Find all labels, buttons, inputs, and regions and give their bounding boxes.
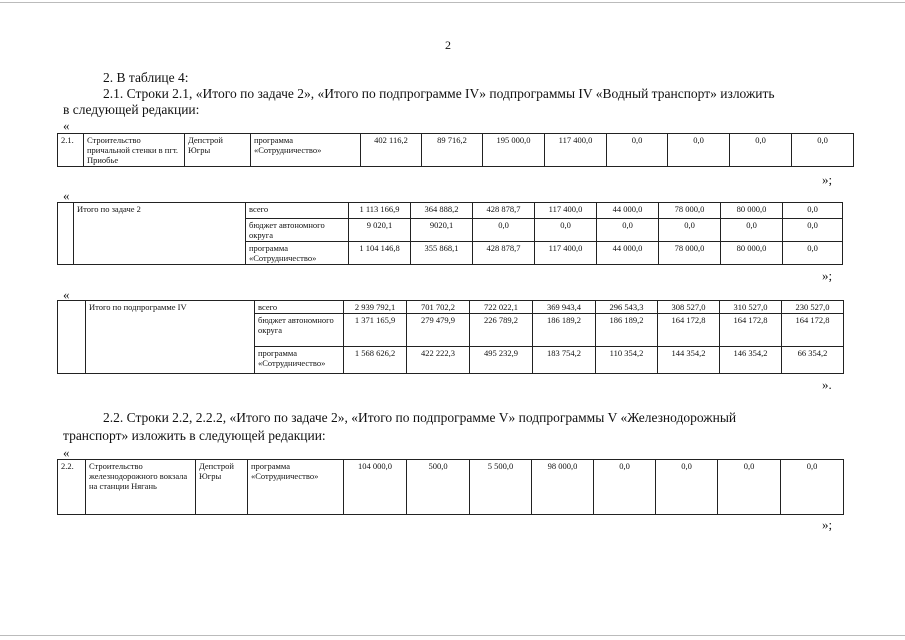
- empty-cell: [58, 301, 86, 374]
- object-name: Строительство причальной стенки в пгт. Приобье: [84, 134, 185, 167]
- value-cell: 0,0: [597, 219, 659, 242]
- open-quote: «: [63, 118, 70, 133]
- value-cell: 0,0: [535, 219, 597, 242]
- paragraph-2-1-line2: в следующей редакции:: [63, 102, 200, 117]
- value-cell: 0,0: [656, 460, 718, 515]
- close-quote-period: ».: [822, 377, 832, 392]
- value-cell: 701 702,2: [407, 301, 470, 314]
- value-cell: 369 943,4: [533, 301, 596, 314]
- value-cell: 722 022,1: [470, 301, 533, 314]
- funding-source: программа «Сотрудничество»: [251, 134, 361, 167]
- close-quote-semicolon: »;: [822, 517, 833, 532]
- value-cell: 164 172,8: [658, 314, 720, 347]
- scan-bottom-edge: [0, 635, 905, 636]
- value-cell: 9 020,1: [349, 219, 411, 242]
- value-cell: 0,0: [607, 134, 668, 167]
- total-label: Итого по задаче 2: [74, 203, 246, 265]
- value-cell: 0,0: [792, 134, 854, 167]
- value-cell: 0,0: [594, 460, 656, 515]
- value-cell: 89 716,2: [422, 134, 483, 167]
- funding-source: программа «Сотрудничество»: [246, 242, 349, 265]
- funding-source: программа «Сотрудничество»: [248, 460, 344, 515]
- value-cell: 80 000,0: [721, 242, 783, 265]
- value-cell: 98 000,0: [532, 460, 594, 515]
- paragraph-2-1-line1: 2.1. Строки 2.1, «Итого по задаче 2», «Итого по подпрограмме IV» подпрограммы IV «Водный транспорт» изложить: [103, 86, 775, 101]
- value-cell: 500,0: [407, 460, 470, 515]
- executor: Депстрой Югры: [185, 134, 251, 167]
- table-total-task-2: [57, 202, 843, 265]
- object-name: Строительство железнодорожного вокзала на станции Нягань: [86, 460, 196, 515]
- value-cell: 164 172,8: [720, 314, 782, 347]
- open-quote: «: [63, 445, 70, 460]
- open-quote: «: [63, 287, 70, 302]
- value-cell: 308 527,0: [658, 301, 720, 314]
- funding-source: бюджет автономного округа: [246, 219, 349, 242]
- value-cell: 186 189,2: [596, 314, 658, 347]
- value-cell: 117 400,0: [545, 134, 607, 167]
- value-cell: 428 878,7: [473, 242, 535, 265]
- value-cell: 117 400,0: [535, 242, 597, 265]
- funding-source: бюджет автономного округа: [255, 314, 344, 347]
- table-total-subprogram-4: [57, 300, 844, 374]
- value-cell: 104 000,0: [344, 460, 407, 515]
- funding-source: всего: [255, 301, 344, 314]
- value-cell: 0,0: [721, 219, 783, 242]
- value-cell: 0,0: [659, 219, 721, 242]
- value-cell: 1 104 146,8: [349, 242, 411, 265]
- close-quote-semicolon: »;: [822, 268, 833, 283]
- value-cell: 110 354,2: [596, 347, 658, 374]
- page-number: 2: [445, 38, 451, 52]
- table-row-2-2: [57, 459, 844, 515]
- value-cell: 66 354,2: [782, 347, 844, 374]
- total-label: Итого по подпрограмме IV: [86, 301, 255, 374]
- value-cell: 296 543,3: [596, 301, 658, 314]
- value-cell: 0,0: [718, 460, 781, 515]
- empty-cell: [58, 203, 74, 265]
- row-number: 2.2.: [58, 460, 86, 515]
- value-cell: 355 868,1: [411, 242, 473, 265]
- value-cell: 364 888,2: [411, 203, 473, 219]
- value-cell: 402 116,2: [361, 134, 422, 167]
- value-cell: 0,0: [783, 203, 843, 219]
- value-cell: 5 500,0: [470, 460, 532, 515]
- value-cell: 9020,1: [411, 219, 473, 242]
- value-cell: 1 371 165,9: [344, 314, 407, 347]
- table-row-2-1: [57, 133, 854, 167]
- funding-source: всего: [246, 203, 349, 219]
- value-cell: 0,0: [473, 219, 535, 242]
- value-cell: 80 000,0: [721, 203, 783, 219]
- value-cell: 428 878,7: [473, 203, 535, 219]
- value-cell: 230 527,0: [782, 301, 844, 314]
- value-cell: 117 400,0: [535, 203, 597, 219]
- funding-source: программа «Сотрудничество»: [255, 347, 344, 374]
- value-cell: 226 789,2: [470, 314, 533, 347]
- value-cell: 183 754,2: [533, 347, 596, 374]
- value-cell: 279 479,9: [407, 314, 470, 347]
- value-cell: 78 000,0: [659, 242, 721, 265]
- scan-top-edge: [0, 2, 905, 3]
- value-cell: 0,0: [730, 134, 792, 167]
- value-cell: 310 527,0: [720, 301, 782, 314]
- value-cell: 1 568 626,2: [344, 347, 407, 374]
- value-cell: 1 113 166,9: [349, 203, 411, 219]
- value-cell: 495 232,9: [470, 347, 533, 374]
- close-quote-semicolon: »;: [822, 172, 833, 187]
- paragraph-2-2-line2: транспорт» изложить в следующей редакции:: [63, 428, 326, 443]
- value-cell: 186 189,2: [533, 314, 596, 347]
- value-cell: 195 000,0: [483, 134, 545, 167]
- paragraph-2-2-line1: 2.2. Строки 2.2, 2.2.2, «Итого по задаче 2», «Итого по подпрограмме V» подпрограммы V «Железнодорожный: [103, 410, 737, 425]
- value-cell: 144 354,2: [658, 347, 720, 374]
- value-cell: 0,0: [781, 460, 844, 515]
- value-cell: 422 222,3: [407, 347, 470, 374]
- executor: Депстрой Югры: [196, 460, 248, 515]
- value-cell: 0,0: [668, 134, 730, 167]
- value-cell: 0,0: [783, 242, 843, 265]
- value-cell: 2 939 792,1: [344, 301, 407, 314]
- value-cell: 44 000,0: [597, 203, 659, 219]
- open-quote: «: [63, 188, 70, 203]
- intro-line: 2. В таблице 4:: [103, 70, 189, 85]
- value-cell: 78 000,0: [659, 203, 721, 219]
- value-cell: 164 172,8: [782, 314, 844, 347]
- value-cell: 44 000,0: [597, 242, 659, 265]
- value-cell: 0,0: [783, 219, 843, 242]
- value-cell: 146 354,2: [720, 347, 782, 374]
- row-number: 2.1.: [58, 134, 84, 167]
